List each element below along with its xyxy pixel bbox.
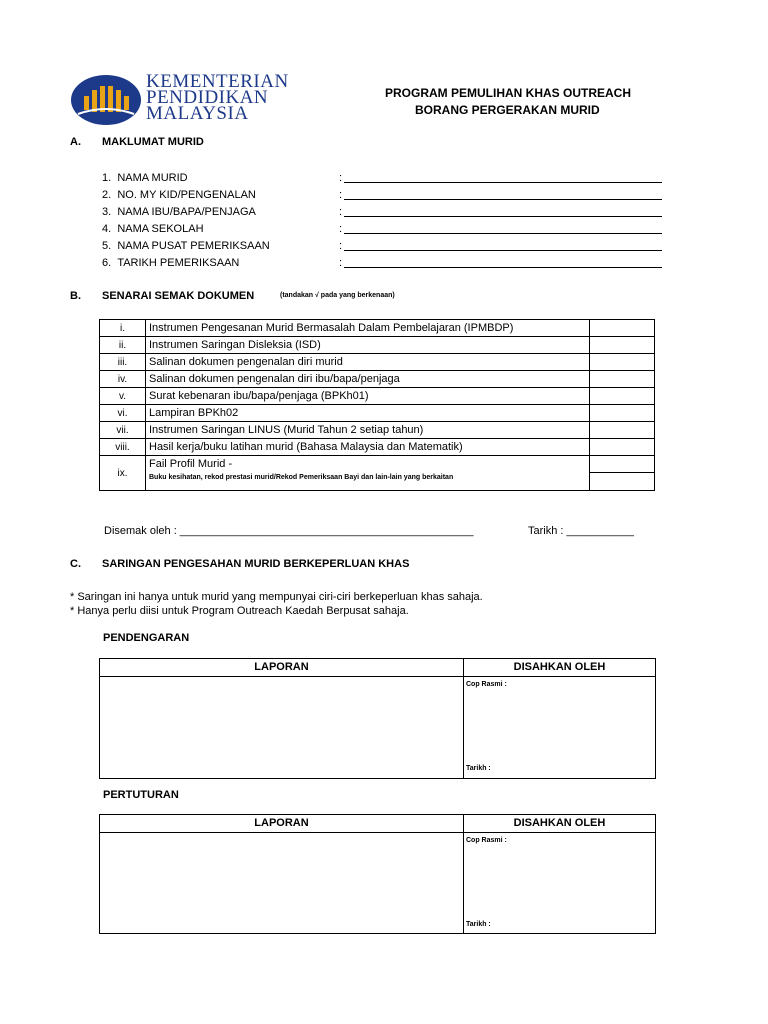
- hearing-title: PENDENGARAN: [103, 632, 190, 644]
- field-row: 5. NAMA PUSAT PEMERIKSAAN: [102, 240, 270, 252]
- section-a-letter: A.: [70, 136, 81, 148]
- hearing-report-box: [99, 658, 656, 779]
- table-row: viii. Hasil kerja/buku latihan murid (Bahasa Malaysia dan Matematik): [100, 439, 655, 456]
- section-b-title: SENARAI SEMAK DOKUMEN: [102, 290, 255, 302]
- table-row: i. Instrumen Pengesanan Murid Bermasalah Dalam Pembelajaran (IPMBDP): [100, 320, 655, 337]
- check-box[interactable]: [590, 320, 655, 337]
- field-row: 3. NAMA IBU/BAPA/PENJAGA: [102, 206, 256, 218]
- table-row: ii. Instrumen Saringan Disleksia (ISD): [100, 337, 655, 354]
- name-field-line[interactable]: [344, 182, 662, 183]
- check-box[interactable]: [590, 456, 655, 491]
- check-box[interactable]: [590, 337, 655, 354]
- checked-by-line[interactable]: Disemak oleh : ________________________________________________: [104, 525, 474, 537]
- table-row: ix. Fail Profil Murid - Buku kesihatan, rekod prestasi murid/Rekod Pemeriksaan Bayi dan lain-lain yang berkaitan: [100, 456, 655, 491]
- profile-file-sub: Buku kesihatan, rekod prestasi murid/Rekod Pemeriksaan Bayi dan lain-lain yang berkaitan: [149, 474, 454, 481]
- verify-date-label: Tarikh :: [466, 921, 491, 928]
- section-b-letter: B.: [70, 290, 81, 302]
- kpm-emblem-icon: [70, 74, 142, 126]
- section-c-note2: * Hanya perlu diisi untuk Program Outreach Kaedah Berpusat sahaja.: [70, 605, 409, 617]
- field-colon: :: [339, 189, 343, 201]
- official-stamp-label: Cop Rasmi :: [466, 681, 507, 688]
- document-checklist: [99, 319, 655, 491]
- field-colon: :: [339, 240, 343, 252]
- exam-date-field-line[interactable]: [344, 267, 662, 268]
- table-row: iv. Salinan dokumen pengenalan diri ibu/bapa/penjaga: [100, 371, 655, 388]
- field-colon: :: [339, 257, 343, 269]
- mykid-field-line[interactable]: [344, 199, 662, 200]
- logo-text-line1: KEMENTERIAN: [146, 71, 289, 92]
- field-row: 1. NAMA MURID: [102, 172, 188, 184]
- check-box[interactable]: [590, 422, 655, 439]
- field-colon: :: [339, 206, 343, 218]
- section-c-note1: * Saringan ini hanya untuk murid yang mempunyai ciri-ciri berkeperluan khas sahaja.: [70, 591, 483, 603]
- check-box[interactable]: [590, 388, 655, 405]
- check-box[interactable]: [590, 405, 655, 422]
- official-stamp-label: Cop Rasmi :: [466, 837, 507, 844]
- section-c-letter: C.: [70, 558, 81, 570]
- table-row: vii. Instrumen Saringan LINUS (Murid Tahun 2 setiap tahun): [100, 422, 655, 439]
- check-box[interactable]: [590, 439, 655, 456]
- form-subtitle: BORANG PERGERAKAN MURID: [415, 103, 600, 117]
- table-row: vi. Lampiran BPKh02: [100, 405, 655, 422]
- exam-center-field-line[interactable]: [344, 250, 662, 251]
- section-c-title: SARINGAN PENGESAHAN MURID BERKEPERLUAN KHAS: [102, 558, 410, 570]
- parent-field-line[interactable]: [344, 216, 662, 217]
- hearing-report-area[interactable]: [100, 677, 462, 777]
- section-b-note: (tandakan √ pada yang berkenaan): [280, 292, 395, 299]
- check-box[interactable]: [590, 354, 655, 371]
- report-header: LAPORAN: [100, 815, 463, 833]
- verified-header: DISAHKAN OLEH: [464, 815, 655, 833]
- school-field-line[interactable]: [344, 233, 662, 234]
- logo-text-line2: PENDIDIKAN: [146, 87, 269, 108]
- kpm-logo: [70, 72, 310, 128]
- form-title: PROGRAM PEMULIHAN KHAS OUTREACH: [385, 86, 631, 100]
- speech-title: PERTUTURAN: [103, 789, 179, 801]
- verified-header: DISAHKAN OLEH: [464, 659, 655, 677]
- profile-file-label: Fail Profil Murid -: [149, 458, 233, 470]
- speech-report-box: [99, 814, 656, 934]
- logo-text-line3: MALAYSIA: [146, 103, 249, 124]
- check-date-line[interactable]: Tarikh : ___________: [528, 525, 634, 537]
- table-row: v. Surat kebenaran ibu/bapa/penjaga (BPKh01): [100, 388, 655, 405]
- check-box[interactable]: [590, 371, 655, 388]
- field-row: 4. NAMA SEKOLAH: [102, 223, 204, 235]
- speech-report-area[interactable]: [100, 833, 462, 932]
- field-colon: :: [339, 223, 343, 235]
- table-row: iii. Salinan dokumen pengenalan diri murid: [100, 354, 655, 371]
- verify-date-label: Tarikh :: [466, 765, 491, 772]
- section-a-title: MAKLUMAT MURID: [102, 136, 204, 148]
- field-row: 6. TARIKH PEMERIKSAAN: [102, 257, 240, 269]
- field-colon: :: [339, 172, 343, 184]
- report-header: LAPORAN: [100, 659, 463, 677]
- field-row: 2. NO. MY KID/PENGENALAN: [102, 189, 256, 201]
